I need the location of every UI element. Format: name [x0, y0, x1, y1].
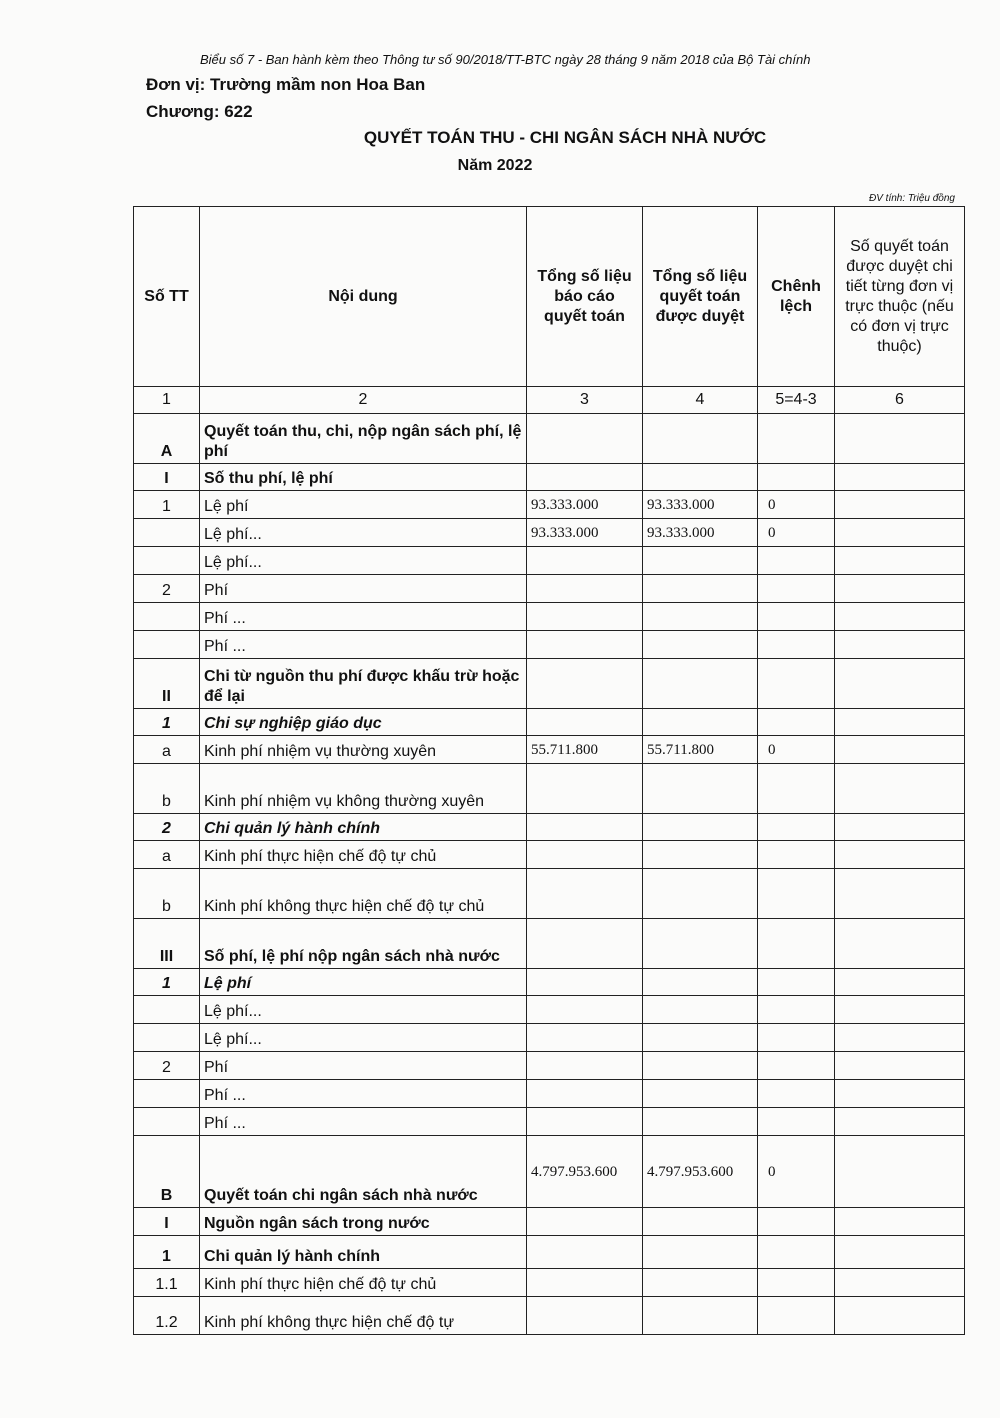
- row-detail-value: [835, 1108, 965, 1136]
- row-detail-value: [835, 919, 965, 969]
- row-approved-value: [643, 414, 758, 464]
- row-content: Kinh phí thực hiện chế độ tự chủ: [200, 841, 527, 869]
- table-row: [134, 519, 965, 547]
- row-number: 2: [134, 575, 200, 603]
- table-row: [134, 1269, 965, 1297]
- row-approved-value: 93.333.000: [643, 491, 758, 519]
- row-content: Lệ phí: [200, 491, 527, 519]
- row-difference-value: [758, 969, 835, 996]
- row-number: [134, 1108, 200, 1136]
- row-difference-value: 0: [758, 491, 835, 519]
- row-reported-value: [527, 969, 643, 996]
- row-detail-value: [835, 1080, 965, 1108]
- row-number: A: [134, 414, 200, 464]
- column-header-reported: Tổng số liệu báo cáo quyết toán: [527, 207, 643, 387]
- column-index: 2: [200, 387, 527, 414]
- row-reported-value: [527, 414, 643, 464]
- row-approved-value: [643, 996, 758, 1024]
- row-number: 2: [134, 1052, 200, 1080]
- column-header-content: Nội dung: [200, 207, 527, 387]
- row-reported-value: [527, 869, 643, 919]
- row-difference-value: [758, 1024, 835, 1052]
- row-reported-value: [527, 841, 643, 869]
- row-difference-value: [758, 1052, 835, 1080]
- row-number: 1.1: [134, 1269, 200, 1297]
- table-row: [134, 1236, 965, 1269]
- column-index-row: [134, 387, 965, 414]
- row-approved-value: [643, 631, 758, 659]
- row-detail-value: [835, 736, 965, 764]
- row-detail-value: [835, 631, 965, 659]
- row-number: B: [134, 1136, 200, 1208]
- row-difference-value: [758, 547, 835, 575]
- table-row: [134, 969, 965, 996]
- row-content: Chi quản lý hành chính: [200, 814, 527, 841]
- row-content: Số thu phí, lệ phí: [200, 464, 527, 491]
- row-approved-value: [643, 464, 758, 491]
- row-detail-value: [835, 491, 965, 519]
- row-content: Phí ...: [200, 603, 527, 631]
- row-number: 1: [134, 969, 200, 996]
- row-detail-value: [835, 1136, 965, 1208]
- row-content: Kinh phí không thực hiện chế độ tự: [200, 1297, 527, 1335]
- row-detail-value: [835, 869, 965, 919]
- row-number: 1.2: [134, 1297, 200, 1335]
- row-approved-value: [643, 709, 758, 736]
- table-row: [134, 996, 965, 1024]
- row-content: Kinh phí thực hiện chế độ tự chủ: [200, 1269, 527, 1297]
- row-number: 2: [134, 814, 200, 841]
- column-index: 1: [134, 387, 200, 414]
- table-row: [134, 709, 965, 736]
- row-approved-value: 4.797.953.600: [643, 1136, 758, 1208]
- row-difference-value: [758, 575, 835, 603]
- row-number: 1: [134, 1236, 200, 1269]
- row-number: [134, 631, 200, 659]
- row-detail-value: [835, 464, 965, 491]
- row-content: Quyết toán chi ngân sách nhà nước: [200, 1136, 527, 1208]
- row-content: Nguồn ngân sách trong nước: [200, 1208, 527, 1236]
- table-body: [134, 414, 965, 1335]
- row-number: [134, 519, 200, 547]
- row-difference-value: [758, 841, 835, 869]
- row-difference-value: [758, 996, 835, 1024]
- row-detail-value: [835, 603, 965, 631]
- row-number: II: [134, 659, 200, 709]
- row-difference-value: [758, 464, 835, 491]
- row-reported-value: [527, 575, 643, 603]
- row-reported-value: [527, 1208, 643, 1236]
- row-detail-value: [835, 519, 965, 547]
- row-approved-value: [643, 659, 758, 709]
- table-row: [134, 1136, 965, 1208]
- row-detail-value: [835, 414, 965, 464]
- row-approved-value: [643, 1108, 758, 1136]
- row-detail-value: [835, 814, 965, 841]
- row-content: Chi từ nguồn thu phí được khấu trừ hoặc để lại: [200, 659, 527, 709]
- table-header-row: [134, 207, 965, 387]
- row-approved-value: [643, 814, 758, 841]
- row-content: Lệ phí...: [200, 519, 527, 547]
- column-index: 5=4-3: [758, 387, 835, 414]
- table-row: [134, 1208, 965, 1236]
- row-number: I: [134, 464, 200, 491]
- row-detail-value: [835, 709, 965, 736]
- row-detail-value: [835, 1297, 965, 1335]
- page-title: QUYẾT TOÁN THU - CHI NGÂN SÁCH NHÀ NƯỚC: [363, 128, 767, 147]
- row-reported-value: [527, 547, 643, 575]
- row-approved-value: [643, 547, 758, 575]
- table-row: [134, 547, 965, 575]
- table-row: [134, 764, 965, 814]
- row-reported-value: [527, 659, 643, 709]
- table-row: [134, 814, 965, 841]
- row-content: Chi sự nghiệp giáo dục: [200, 709, 527, 736]
- row-content: Quyết toán thu, chi, nộp ngân sách phí, lệ phí: [200, 414, 527, 464]
- row-detail-value: [835, 841, 965, 869]
- settlement-table: [133, 206, 965, 1335]
- row-reported-value: [527, 919, 643, 969]
- row-detail-value: [835, 1208, 965, 1236]
- row-approved-value: [643, 1269, 758, 1297]
- row-content: Chi quản lý hành chính: [200, 1236, 527, 1269]
- table-row: [134, 919, 965, 969]
- table-row: [134, 841, 965, 869]
- row-reported-value: [527, 996, 643, 1024]
- row-detail-value: [835, 1236, 965, 1269]
- row-difference-value: [758, 1297, 835, 1335]
- row-number: III: [134, 919, 200, 969]
- row-reported-value: [527, 631, 643, 659]
- row-content: Lệ phí...: [200, 1024, 527, 1052]
- row-difference-value: [758, 1080, 835, 1108]
- row-content: Kinh phí nhiệm vụ thường xuyên: [200, 736, 527, 764]
- row-reported-value: [527, 603, 643, 631]
- organization-name: Đơn vị: Trường mầm non Hoa Ban: [146, 75, 426, 94]
- row-difference-value: 0: [758, 736, 835, 764]
- row-reported-value: 4.797.953.600: [527, 1136, 643, 1208]
- row-content: Phí: [200, 575, 527, 603]
- table-row: [134, 464, 965, 491]
- column-header-detail: Số quyết toán được duyệt chi tiết từng đơn vị trực thuộc (nếu có đơn vị trực thuộc): [835, 207, 965, 387]
- row-content: Lệ phí...: [200, 996, 527, 1024]
- row-content: Lệ phí...: [200, 547, 527, 575]
- row-number: b: [134, 764, 200, 814]
- budget-chapter: Chương: 622: [146, 102, 253, 121]
- row-detail-value: [835, 547, 965, 575]
- row-detail-value: [835, 1269, 965, 1297]
- row-approved-value: [643, 575, 758, 603]
- row-approved-value: [643, 969, 758, 996]
- row-difference-value: [758, 414, 835, 464]
- row-number: [134, 603, 200, 631]
- row-difference-value: [758, 659, 835, 709]
- table-row: [134, 869, 965, 919]
- row-content: Phí ...: [200, 1108, 527, 1136]
- row-approved-value: [643, 603, 758, 631]
- table-row: [134, 1108, 965, 1136]
- row-reported-value: [527, 1269, 643, 1297]
- row-detail-value: [835, 996, 965, 1024]
- row-difference-value: [758, 1108, 835, 1136]
- row-content: Kinh phí nhiệm vụ không thường xuyên: [200, 764, 527, 814]
- row-approved-value: [643, 1208, 758, 1236]
- column-index: 4: [643, 387, 758, 414]
- row-number: 1: [134, 491, 200, 519]
- row-approved-value: 55.711.800: [643, 736, 758, 764]
- row-content: Lệ phí: [200, 969, 527, 996]
- row-difference-value: [758, 764, 835, 814]
- column-index: 6: [835, 387, 965, 414]
- table-row: [134, 736, 965, 764]
- column-header-stt: Số TT: [134, 207, 200, 387]
- row-reported-value: [527, 764, 643, 814]
- row-number: I: [134, 1208, 200, 1236]
- row-approved-value: [643, 1236, 758, 1269]
- row-reported-value: [527, 1080, 643, 1108]
- row-detail-value: [835, 1052, 965, 1080]
- row-number: a: [134, 736, 200, 764]
- row-number: [134, 1080, 200, 1108]
- row-difference-value: [758, 603, 835, 631]
- row-approved-value: 93.333.000: [643, 519, 758, 547]
- row-number: b: [134, 869, 200, 919]
- row-number: [134, 547, 200, 575]
- row-detail-value: [835, 1024, 965, 1052]
- row-content: Phí ...: [200, 631, 527, 659]
- row-difference-value: [758, 1208, 835, 1236]
- row-content: Phí ...: [200, 1080, 527, 1108]
- row-difference-value: [758, 814, 835, 841]
- row-reported-value: [527, 709, 643, 736]
- row-difference-value: [758, 1269, 835, 1297]
- row-reported-value: [527, 1297, 643, 1335]
- row-difference-value: 0: [758, 519, 835, 547]
- report-year: Năm 2022: [457, 157, 533, 174]
- row-approved-value: [643, 1297, 758, 1335]
- table-row: [134, 1297, 965, 1335]
- table-row: [134, 603, 965, 631]
- row-number: a: [134, 841, 200, 869]
- row-difference-value: [758, 709, 835, 736]
- table-row: [134, 659, 965, 709]
- row-content: Số phí, lệ phí nộp ngân sách nhà nước: [200, 919, 527, 969]
- row-difference-value: 0: [758, 1136, 835, 1208]
- row-number: [134, 996, 200, 1024]
- column-header-approved: Tổng số liệu quyết toán được duyệt: [643, 207, 758, 387]
- row-reported-value: [527, 814, 643, 841]
- column-index: 3: [527, 387, 643, 414]
- row-approved-value: [643, 1052, 758, 1080]
- row-detail-value: [835, 575, 965, 603]
- table-row: [134, 491, 965, 519]
- table-row: [134, 575, 965, 603]
- row-reported-value: 93.333.000: [527, 491, 643, 519]
- row-detail-value: [835, 764, 965, 814]
- table-row: [134, 631, 965, 659]
- row-difference-value: [758, 631, 835, 659]
- row-approved-value: [643, 869, 758, 919]
- row-approved-value: [643, 841, 758, 869]
- row-number: [134, 1024, 200, 1052]
- row-difference-value: [758, 1236, 835, 1269]
- row-reported-value: [527, 1024, 643, 1052]
- row-number: 1: [134, 709, 200, 736]
- table-row: [134, 414, 965, 464]
- row-approved-value: [643, 1080, 758, 1108]
- row-detail-value: [835, 659, 965, 709]
- row-approved-value: [643, 919, 758, 969]
- column-header-difference: Chênh lệch: [758, 207, 835, 387]
- row-detail-value: [835, 969, 965, 996]
- form-reference-caption: Biểu số 7 - Ban hành kèm theo Thông tư số 90/2018/TT-BTC ngày 28 tháng 9 năm 2018 của Bộ Tài chính: [200, 52, 811, 67]
- table-row: [134, 1024, 965, 1052]
- row-reported-value: [527, 1052, 643, 1080]
- row-approved-value: [643, 764, 758, 814]
- row-content: Kinh phí không thực hiện chế độ tự chủ: [200, 869, 527, 919]
- row-difference-value: [758, 919, 835, 969]
- row-approved-value: [643, 1024, 758, 1052]
- row-difference-value: [758, 869, 835, 919]
- table-row: [134, 1080, 965, 1108]
- row-reported-value: 93.333.000: [527, 519, 643, 547]
- table-row: [134, 1052, 965, 1080]
- row-reported-value: [527, 464, 643, 491]
- row-reported-value: [527, 1236, 643, 1269]
- row-reported-value: [527, 1108, 643, 1136]
- row-content: Phí: [200, 1052, 527, 1080]
- row-reported-value: 55.711.800: [527, 736, 643, 764]
- unit-label: ĐV tính: Triệu đồng: [869, 193, 955, 204]
